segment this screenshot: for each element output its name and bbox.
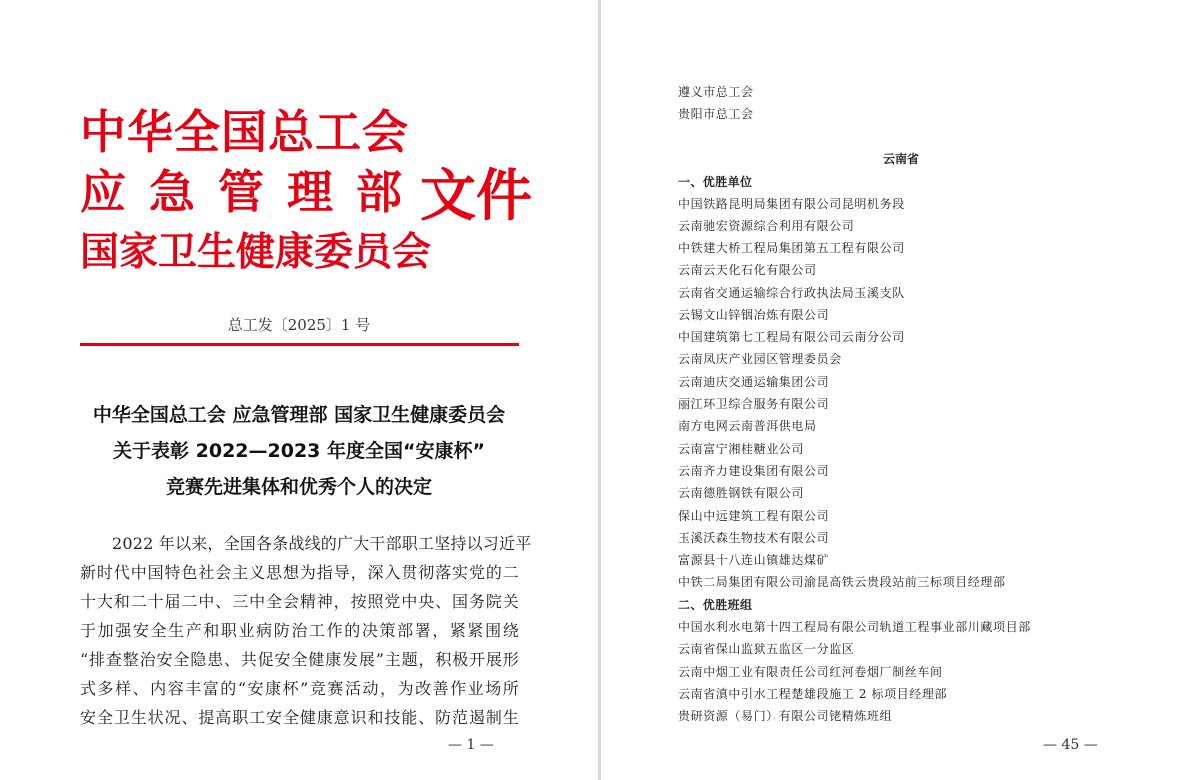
list-item: 保山中远建筑工程有限公司	[678, 509, 830, 523]
province-heading: 云南省	[882, 152, 919, 166]
header-file-word: 文件	[420, 164, 532, 229]
list-item: 云南中烟工业有限责任公司红河卷烟厂制丝车间	[678, 665, 943, 679]
list-item: 贵阳市总工会	[678, 107, 754, 121]
list-item: 云南凤庆产业园区管理委员会	[678, 352, 842, 366]
list-item: 遵义市总工会	[678, 85, 754, 99]
list-item: 云锡文山锌铟冶炼有限公司	[678, 308, 830, 322]
header-issuer-acftu: 中华全国总工会	[80, 105, 409, 159]
list-item: 南方电网云南普洱供电局	[678, 419, 817, 433]
list-item: 云南富宁湘桂糖业公司	[678, 442, 805, 456]
list-item: 中国水利水电第十四工程局有限公司轨道工程事业部川藏项目部	[678, 620, 1031, 634]
section-heading-units: 一、优胜单位	[678, 175, 753, 189]
list-item: 贵研资源（易门）有限公司铑精炼班组	[678, 709, 893, 723]
body-text-line: 新时代中国特色社会主义思想为指导，深入贯彻落实党的二	[80, 563, 519, 582]
header-issuer-nhc: 国家卫生健康委员会	[80, 230, 432, 275]
body-text-line: 式多样、内容丰富的“安康杯”竞赛活动，为改善作业场所	[80, 679, 519, 698]
list-item: 云南驰宏资源综合利用有限公司	[678, 219, 855, 233]
document-title-line-3: 竞赛先进集体和优秀个人的决定	[165, 476, 432, 498]
list-item: 玉溪沃森生物技术有限公司	[678, 531, 830, 545]
list-item: 云南省交通运输综合行政执法局玉溪支队	[678, 286, 905, 300]
list-item: 云南省滇中引水工程楚雄段施工 2 标项目经理部	[678, 687, 948, 701]
body-text-line: 十大和二十届二中、三中全会精神，按照党中央、国务院关	[80, 592, 519, 611]
document-title-line-2: 关于表彰 2022—2023 年度全国“安康杯”	[113, 440, 485, 462]
document-number: 总工发〔2025〕1 号	[227, 316, 371, 334]
list-item: 富源县十八连山镇雄达煤矿	[678, 553, 830, 567]
list-item: 中国建筑第七工程局有限公司云南分公司	[678, 330, 905, 344]
section-heading-teams: 二、优胜班组	[678, 598, 753, 612]
red-divider-line	[80, 343, 519, 346]
list-item: 中铁二局集团有限公司渝昆高铁云贵段站前三标项目经理部	[678, 575, 1006, 589]
list-item: 云南省保山监狱五监区一分监区	[678, 642, 855, 656]
list-item: 中铁建大桥工程局集团第五工程有限公司	[678, 241, 905, 255]
body-text-line: “排查整治安全隐患、共促安全健康发展”主题，积极开展形	[80, 650, 519, 669]
header-issuer-mem: 应急管理部	[80, 165, 425, 219]
list-item: 云南齐力建设集团有限公司	[678, 464, 830, 478]
list-item: 云南云天化石化有限公司	[678, 263, 817, 277]
body-text-line: 2022 年以来，全国各条战线的广大干部职工坚持以习近平	[112, 534, 532, 553]
page-number: — 45 —	[1043, 737, 1098, 753]
left-page	[0, 0, 598, 780]
list-item: 中国铁路昆明局集团有限公司昆明机务段	[678, 197, 905, 211]
body-text-line: 于加强安全生产和职业病防治工作的决策部署，紧紧围绕	[80, 621, 519, 640]
page-number: — 1 —	[448, 737, 494, 753]
body-text-line: 安全卫生状况、提高职工安全健康意识和技能、防范遏制生	[80, 708, 519, 727]
list-item: 云南迪庆交通运输集团公司	[678, 375, 830, 389]
document-title-line-1: 中华全国总工会 应急管理部 国家卫生健康委员会	[92, 404, 506, 426]
list-item: 云南德胜钢铁有限公司	[678, 486, 805, 500]
list-item: 丽江环卫综合服务有限公司	[678, 397, 830, 411]
